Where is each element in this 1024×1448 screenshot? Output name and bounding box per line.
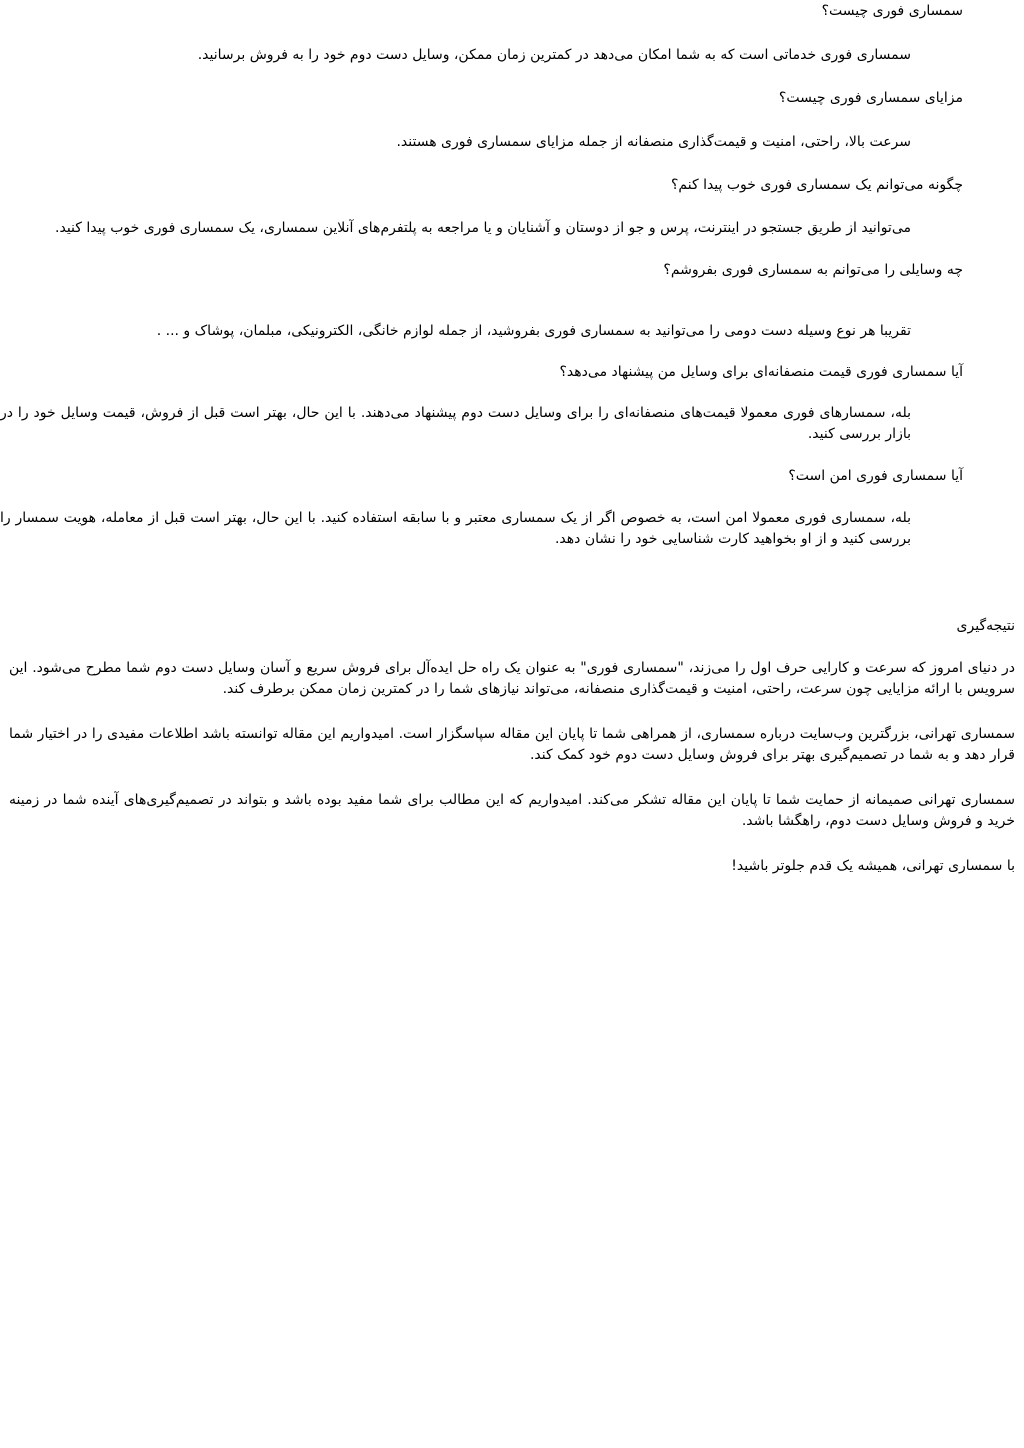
closing-line: با سمساری تهرانی، همیشه یک قدم جلوتر باشید!: [731, 858, 1015, 874]
faq-question: آیا سمساری فوری امن است؟: [788, 468, 963, 484]
faq-question: آیا سمساری فوری قیمت منصفانه‌ای برای وسایل من پیشنهاد می‌دهد؟: [559, 364, 963, 380]
faq-question: چگونه می‌توانم یک سمساری فوری خوب پیدا کنم؟: [670, 177, 963, 193]
conclusion-section: [9, 616, 1015, 901]
conclusion-paragraph: در دنیای امروز که سرعت و کارایی حرف اول را می‌زند، "سمساری فوری" به عنوان یک راه حل ایده‌آل برای فروش سریع و آسان وسایل دست دوم شما مطرح می‌شود. این سرویس با ارائه مزایایی چون سرعت، راحتی، امنیت و قیمت‌گذاری منصفانه، می‌تواند نیازهای شما را در کمترین زمان ممکن برطرف کند.: [9, 660, 1015, 697]
faq-answer: بله، سمساری فوری معمولا امن است، به خصوص اگر از یک سمساری معتبر و با سابقه استفاده کنید. با این حال، بهتر است قبل از معامله، هویت سمسار را بررسی کنید و از او بخواهید کارت شناسایی خود را نشان دهد.: [0, 510, 911, 547]
conclusion-heading: نتیجه‌گیری: [956, 618, 1015, 634]
faq-answer: سرعت بالا، راحتی، امنیت و قیمت‌گذاری منصفانه از جمله مزایای سمساری فوری هستند.: [396, 134, 911, 150]
faq-answer: سمساری فوری خدماتی است که به شما امکان می‌دهد در کمترین زمان ممکن، وسایل دست دوم خود را به فروش برسانید.: [197, 47, 911, 63]
faq-question: مزایای سمساری فوری چیست؟: [778, 90, 963, 106]
conclusion-paragraph: سمساری تهرانی صمیمانه از حمایت شما تا پایان این مقاله تشکر می‌کند. امیدواریم که این مطالب برای شما مفید بوده باشد و بتواند در تصمیم‌گیری‌های آینده شما در زمینه خرید و فروش وسایل دست دوم، راهگشا باشد.: [9, 792, 1015, 829]
faq-answer: می‌توانید از طریق جستجو در اینترنت، پرس و جو از دوستان و آشنایان و یا مراجعه به پلتفرم‌های آنلاین سمساری، یک سمساری فوری خوب پیدا کنید.: [55, 220, 911, 236]
faq-section: [0, 0, 963, 550]
faq-answer: بله، سمسارهای فوری معمولا قیمت‌های منصفانه‌ای را برای وسایل دست دوم پیشنهاد می‌دهند. با این حال، بهتر است قبل از فروش، قیمت وسایل خود را در بازار بررسی کنید.: [0, 405, 911, 442]
conclusion-paragraph: سمساری تهرانی، بزرگترین وب‌سایت درباره سمساری، از همراهی شما تا پایان این مقاله سپاسگزار است. امیدواریم این مقاله توانسته باشد اطلاعات مفیدی را در اختیار شما قرار دهد و به شما در تصمیم‌گیری بهتر برای فروش وسایل دست دوم خود کمک کند.: [9, 726, 1015, 763]
faq-question: سمساری فوری چیست؟: [821, 3, 963, 19]
faq-question: چه وسایلی را می‌توانم به سمساری فوری بفروشم؟: [663, 262, 963, 278]
faq-answer: تقریبا هر نوع وسیله دست دومی را می‌توانید به سمساری فوری بفروشید، از جمله لوازم خانگی، الکترونیکی، مبلمان، پوشاک و ... .: [156, 323, 911, 339]
